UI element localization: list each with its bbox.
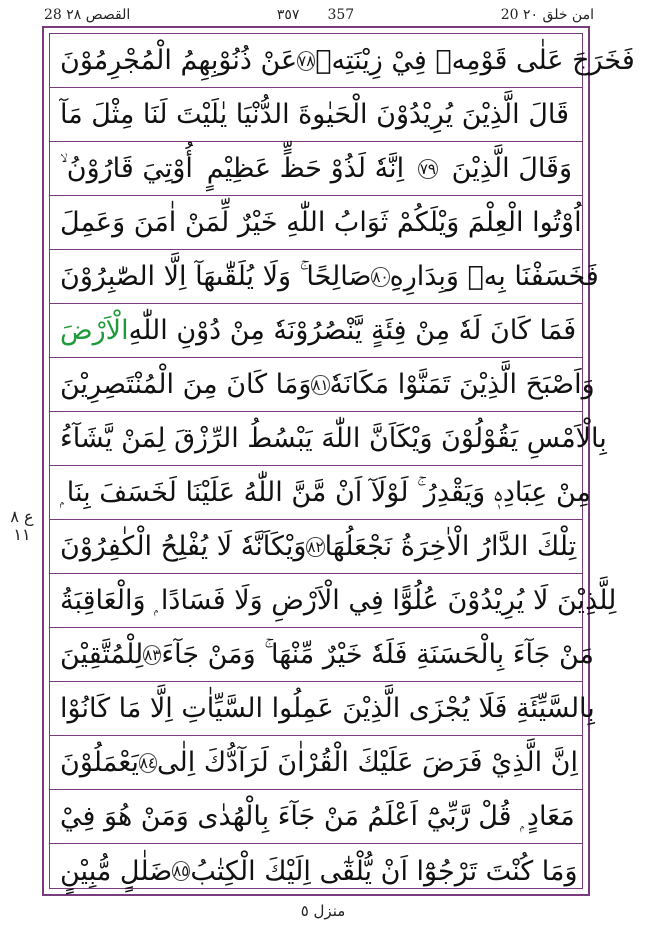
manzil-footer: منزل ٥	[300, 902, 346, 920]
text-line	[50, 736, 582, 790]
page-number: 357	[327, 7, 355, 23]
text-line	[50, 574, 617, 628]
page-frame	[42, 26, 635, 896]
verse-text: بِالسَّيِّئَةِ فَلَا يُجْزَى الَّذِيْنَ عَمِلُوا السَّيِّاٰتِ اِلَّا مَا كَانُوْا	[60, 693, 595, 724]
page-number-arabic: ٣٥٧	[276, 7, 300, 23]
verse-text: قَالَ الَّذِيْنَ يُرِيْدُوْنَ الْحَيٰوةَ الدُّنْيَا يٰلَيْتَ لَنَا مِثْلَ مَآ	[60, 99, 569, 130]
verse-text: عَنْ ذُنُوْبِهِمُ الْمُجْرِمُوْنَ	[60, 45, 298, 76]
ayah-number: ٨٢	[307, 537, 324, 556]
verse-text: وَيْكَاَنَّهٗ لَا يُفْلِحُ الْكٰفِرُوْنَ	[60, 531, 307, 562]
ayah-number: ٨٥	[173, 862, 190, 880]
verse-text: اِنَّ الَّذِيْ فَرَضَ عَلَيْكَ الْقُرْاٰنَ لَرَآدُّكَ اِلٰى	[157, 747, 579, 778]
verse-text: اِنَّهٗ لَذُوْ حَظٍّ عَظِيْمٍ	[206, 153, 405, 184]
verse-text: وَمَا كُنْتَ تَرْجُوْٓا اَنْ يُّلْقٰٓى اِلَيْكَ الْكِتٰبُ	[190, 855, 578, 887]
verse-text: وَقَالَ الَّذِيْنَ	[451, 153, 572, 184]
verse-text: تِلْكَ الدَّارُ الْاٰخِرَةُ نَجْعَلُهَا	[324, 531, 577, 562]
ayah-number: ٨٠	[372, 267, 389, 286]
text-line	[50, 412, 607, 466]
text-line	[50, 88, 582, 142]
text-line	[50, 304, 582, 358]
header-juz: 20 امن خلق ٢٠	[500, 7, 594, 23]
verse-text: فَخَسَفْنَا بِهٖ وَبِدَارِهِ	[389, 261, 599, 292]
text-line	[50, 358, 595, 412]
verse-text: مَعَادٍ ۭ قُلْ رَّبِّيْٓ اَعْلَمُ مَنْ جَآءَ بِالْهُدٰى وَمَنْ هُوَ فِيْ	[60, 801, 575, 832]
verse-text: وَاَصْبَحَ الَّذِيْنَ تَمَنَّوْا مَكَانَهٗ	[329, 369, 595, 400]
ayah-number: ٨٤	[139, 753, 156, 772]
text-line	[50, 790, 582, 844]
header-surah: 28 القصص ٢٨	[44, 7, 131, 23]
text-line	[50, 34, 635, 88]
verse-text: مَنْ جَآءَ بِالْحَسَنَةِ فَلَهٗ خَيْرٌ مِّنْهَا ۚ وَمَنْ جَآءَ	[161, 639, 594, 670]
ayah-number: ٧٩	[419, 159, 436, 178]
ruku-marker: ع ٨ ١١	[10, 507, 34, 545]
text-line	[50, 520, 582, 574]
text-line	[50, 628, 594, 682]
verse-text: لِلَّذِيْنَ لَا يُرِيْدُوْنَ عُلُوًّا فِي الْاَرْضِ وَلَا فَسَادًا ۭ وَالْعَاقِبَةُ	[60, 585, 617, 616]
text-line	[50, 142, 582, 196]
page-header	[44, 4, 594, 26]
verse-text: أُوْتِيَ قَارُوْنُ ۙ	[60, 153, 193, 184]
text-line	[50, 196, 582, 250]
verse-text: الْاَرْضَ	[60, 315, 129, 346]
ayah-number: ٧٨	[298, 51, 315, 70]
verse-text: فَخَرَجَ عَلٰى قَوْمِهٖ فِيْ زِيْنَتِهٖ	[315, 45, 635, 76]
ayah-number: ٨١	[312, 375, 329, 394]
text-line	[50, 250, 599, 304]
text-line	[50, 844, 582, 898]
verse-text: يَعْمَلُوْنَ	[60, 747, 139, 778]
verse-text: ضَلٰلٍ مُّبِيْنٍ	[60, 855, 173, 887]
text-line	[50, 682, 595, 736]
verse-text: فَمَا كَانَ لَهٗ مِنْ فِئَةٍ يَّنْصُرُوْنَهٗ مِنْ دُوْنِ اللّٰهِ	[128, 315, 577, 346]
verse-text: اُوْتُوا الْعِلْمَ وَيْلَكُمْ ثَوَابُ اللّٰهِ خَيْرٌ لِّمَنْ اٰمَنَ وَعَمِلَ	[60, 207, 582, 238]
verse-text: وَمَا كَانَ مِنَ الْمُنْتَصِرِيْنَ	[60, 369, 312, 400]
verse-text: لِلْمُتَّقِيْنَ	[60, 639, 144, 670]
ayah-number: ٨٣	[144, 645, 161, 664]
text-area	[49, 33, 635, 889]
header-page	[277, 7, 354, 23]
verse-text: بِالْاَمْسِ يَقُوْلُوْنَ وَيْكَاَنَّ اللّٰهَ يَبْسُطُ الرِّزْقَ لِمَنْ يَّشَآءُ	[60, 423, 607, 454]
verse-text: صَالِحًا ۚ وَلَا يُلَقّٰىهَآ اِلَّا الصّٰبِرُوْنَ	[60, 261, 372, 292]
text-line	[50, 466, 591, 520]
verse-text: مِنْ عِبَادِهٖ وَيَقْدِرُ ۚ لَوْلَآ اَنْ مَّنَّ اللّٰهُ عَلَيْنَا لَخَسَفَ بِنَا ۭ	[60, 477, 591, 508]
